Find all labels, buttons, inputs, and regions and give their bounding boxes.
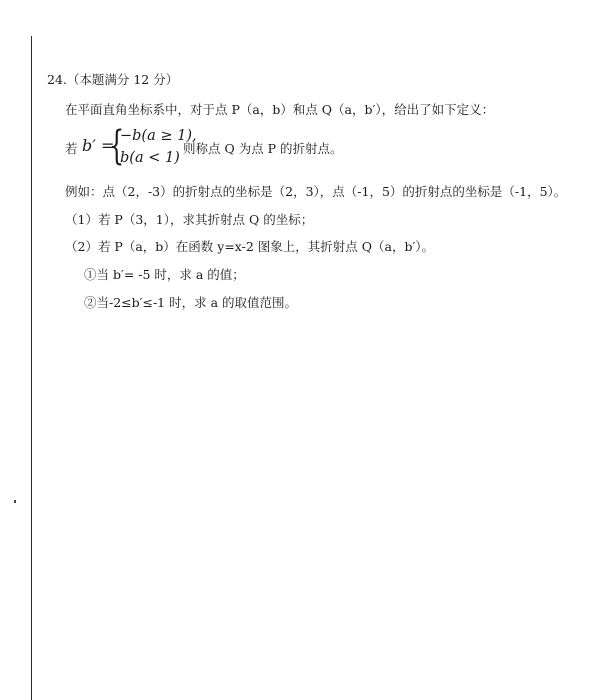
definition-case-1: −b(a ≥ 1),: [120, 128, 197, 144]
definition-lhs: b′ =: [82, 136, 115, 155]
part-2-sub-1-text: ①当 b′= -5 时，求 a 的值；: [84, 267, 245, 282]
question-heading: 24.（本题满分 12 分）: [47, 72, 179, 87]
definition-case-2: b(a < 1): [120, 150, 180, 166]
scan-speck: [14, 500, 16, 503]
left-margin-line: [31, 36, 32, 700]
example-text: 例如：点（2，-3）的折射点的坐标是（2，3），点（-1，5）的折射点的坐标是（-1，5）。: [65, 184, 567, 199]
left-brace-icon: {: [109, 123, 125, 169]
part-1-text: （1）若 P（3，1），求其折射点 Q 的坐标；: [65, 212, 314, 227]
question-intro: 在平面直角坐标系中，对于点 P（a，b）和点 Q（a，b′），给出了如下定义：: [65, 102, 495, 117]
definition-formula: [65, 123, 365, 169]
part-2-text: （2）若 P（a，b）在函数 y=x-2 图象上，其折射点 Q（a，b′）。: [65, 239, 435, 254]
definition-if-word: 若: [65, 141, 78, 156]
part-2-sub-2-text: ②当-2≤b′≤-1 时，求 a 的取值范围。: [84, 295, 298, 310]
definition-conclusion: 则称点 Q 为点 P 的折射点。: [183, 141, 343, 156]
